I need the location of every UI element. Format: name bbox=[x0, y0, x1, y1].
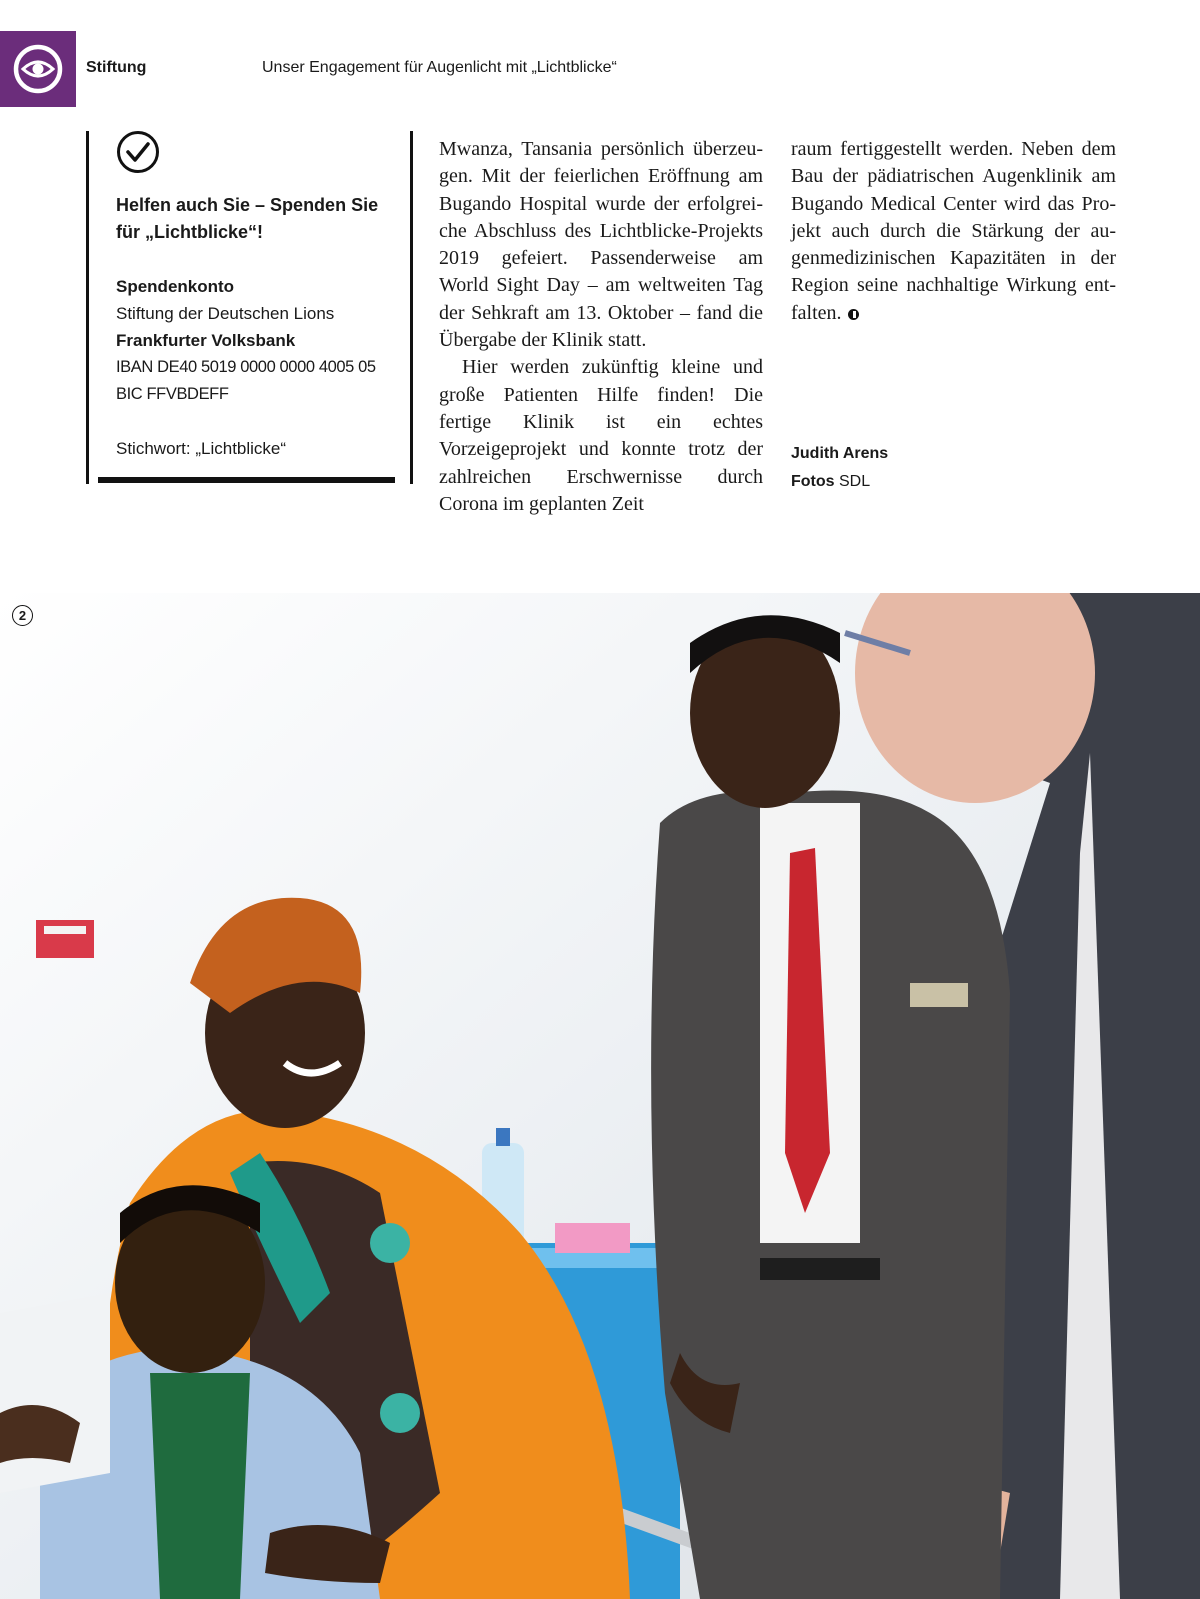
column-divider bbox=[410, 131, 413, 484]
article-column-1 bbox=[439, 136, 763, 518]
donation-box bbox=[116, 130, 406, 462]
account-label: Spendenkonto bbox=[116, 277, 235, 296]
donation-box-left-rule bbox=[86, 131, 89, 484]
eye-icon bbox=[13, 44, 63, 94]
article-column-2 bbox=[791, 136, 1116, 327]
donation-headline: Helfen auch Sie – Spenden Sie für „Lichtblicke“! bbox=[116, 195, 379, 242]
donation-box-bottom-rule bbox=[98, 477, 395, 483]
end-of-article-icon bbox=[848, 309, 859, 320]
checkmark-circle-icon bbox=[116, 130, 406, 182]
article-paragraph: Mwanza, Tansania persönlich überzeugen. Mit der feierlichen Eröffnung am Bugando Hospital wurde der erfolgreiche Abschluss des Lichtblicke-Projekts 2019 gefeiert. Passenderweise am World Sight Day – am weltweiten Tag der Sehkraft am 13. Oktober – fand die Übergabe der Klinik statt. bbox=[439, 138, 763, 352]
credits bbox=[791, 440, 888, 496]
photo-number: 2 bbox=[12, 605, 33, 626]
iban: IBAN DE40 5019 0000 0000 4005 05 bbox=[116, 358, 376, 376]
foundation-logo bbox=[0, 31, 76, 107]
article-paragraph: raum fertiggestellt werden. Neben dem Bau der pädiatrischen Augenklinik am Bugando Medical Center wird das Projekt auch durch die Stärkung der augenmedizinischen Kapazitäten in der Region seine nachhaltige Wirkung entfalten. bbox=[791, 138, 1116, 324]
bic: BIC FFVBDEFF bbox=[116, 385, 229, 403]
article-paragraph: Hier werden zukünftig kleine und große Patienten Hilfe finden! Die fertige Klinik ist ein echtes Vorzeigeprojekt und konnte trotz der zahlreichen Erschwernisse durch Corona im geplanten Zeit bbox=[439, 356, 763, 515]
account-recipient: Stiftung der Deutschen Lions bbox=[116, 304, 335, 323]
author-name: Judith Arens bbox=[791, 445, 889, 462]
page-header-title: Unser Engagement für Augenlicht mit „Lichtblicke“ bbox=[262, 59, 617, 76]
section-label: Stiftung bbox=[86, 59, 147, 76]
bank-name: Frankfurter Volksbank bbox=[116, 331, 296, 350]
photo-credit: Fotos SDL bbox=[791, 473, 871, 490]
donation-keyword: Stichwort: „Lichtblicke“ bbox=[116, 439, 287, 458]
article-photo bbox=[0, 593, 1200, 1599]
